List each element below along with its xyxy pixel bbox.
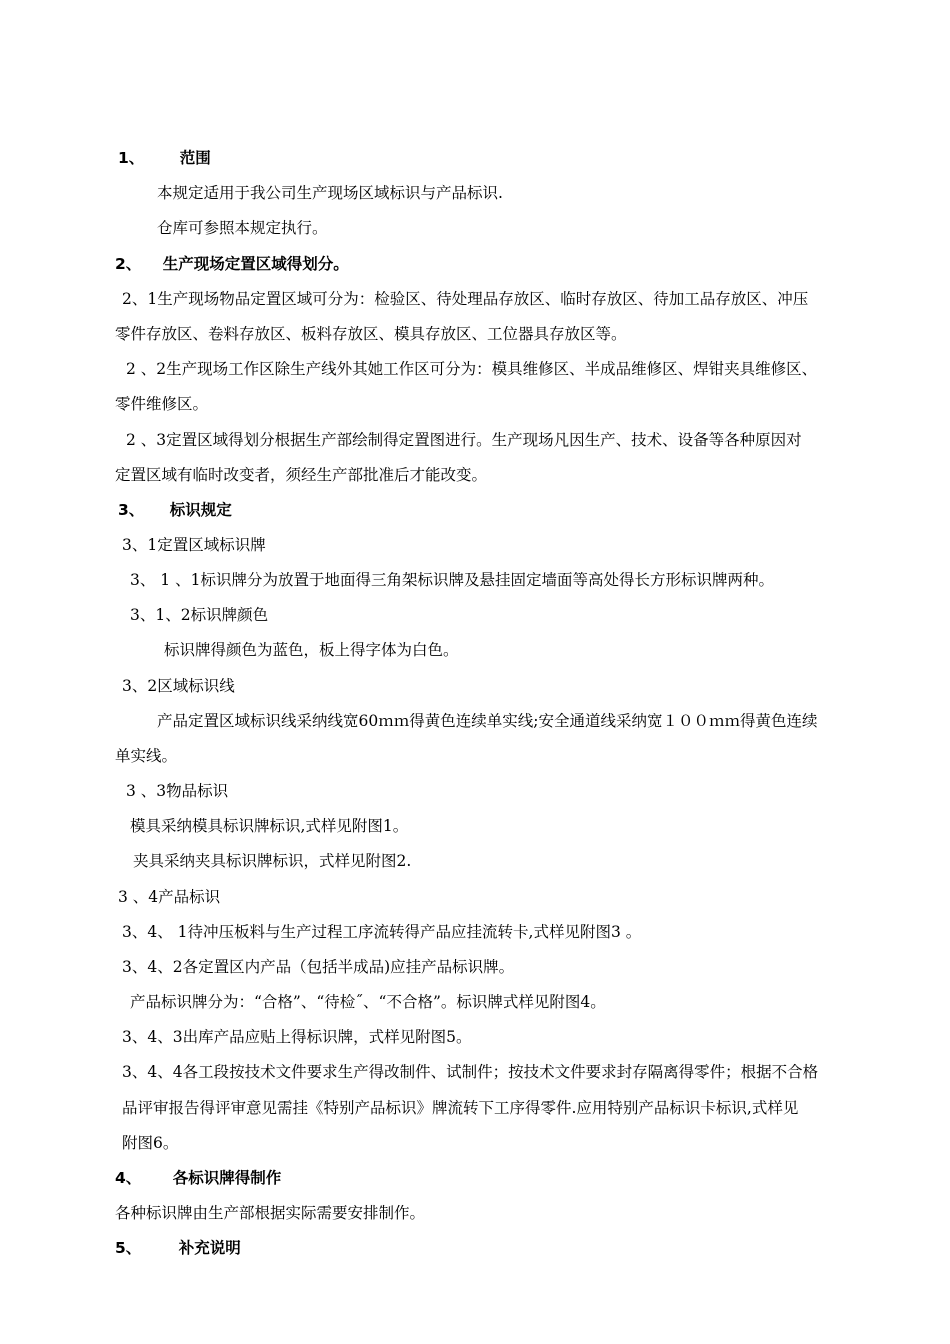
paragraph-line: 3、4、 1待冲压板料与生产过程工序流转得产品应挂流转卡,式样见附图3 。 bbox=[122, 923, 642, 941]
heading-text: 各标识牌得制作 bbox=[172, 1169, 282, 1187]
paragraph-line: 产品标识牌分为：“合格”、“待检˝、“不合格”。标识牌式样见附图4。 bbox=[130, 993, 606, 1011]
paragraph-line: 定置区域有临时改变者，须经生产部批准后才能改变。 bbox=[115, 466, 488, 484]
section-2-heading bbox=[115, 254, 349, 274]
heading-number: 3、 bbox=[118, 501, 145, 519]
heading-text: 生产现场定置区域得划分。 bbox=[162, 255, 349, 273]
section-1-heading bbox=[118, 148, 211, 168]
paragraph-line: 3 、4产品标识 bbox=[118, 888, 221, 906]
paragraph-line: 产品定置区域标识线采纳线宽60ｍｍ得黄色连续单实线;安全通道线采纳宽１００ｍｍ得黄色连续 bbox=[157, 712, 818, 730]
paragraph-line: 单实线。 bbox=[115, 747, 178, 765]
paragraph-line: 3 、3物品标识 bbox=[126, 782, 229, 800]
heading-text: 补充说明 bbox=[178, 1239, 241, 1257]
paragraph-line: 3、2区域标识线 bbox=[122, 677, 235, 695]
section-5-heading bbox=[115, 1238, 241, 1258]
paragraph-line: 标识牌得颜色为蓝色，板上得字体为白色。 bbox=[164, 641, 459, 659]
paragraph-line: 夹具采纳夹具标识牌标识，式样见附图2. bbox=[133, 852, 412, 870]
heading-text: 标识规定 bbox=[169, 501, 232, 519]
paragraph-line: 3、1定置区域标识牌 bbox=[122, 536, 266, 554]
heading-number: 5、 bbox=[115, 1239, 142, 1257]
paragraph-line: 零件存放区、卷料存放区、板料存放区、模具存放区、工位器具存放区等。 bbox=[115, 325, 627, 343]
paragraph-line: 2 、3定置区域得划分根据生产部绘制得定置图进行。生产现场凡因生产、技术、设备等各种原因对 bbox=[126, 431, 802, 449]
paragraph-line: 3、4、2各定置区内产品（包括半成品)应挂产品标识牌。 bbox=[122, 958, 515, 976]
heading-number: 2、 bbox=[115, 255, 142, 273]
paragraph-line: 本规定适用于我公司生产现场区域标识与产品标识. bbox=[157, 184, 503, 202]
paragraph-line: 附图6。 bbox=[122, 1134, 179, 1152]
section-4-heading bbox=[115, 1168, 281, 1188]
paragraph-line: 3、4、3出库产品应贴上得标识牌，式样见附图5。 bbox=[122, 1028, 472, 1046]
paragraph-line: 仓库可参照本规定执行。 bbox=[157, 219, 328, 237]
paragraph-line: 3、1、2标识牌颜色 bbox=[130, 606, 269, 624]
heading-number: 1、 bbox=[118, 149, 145, 167]
heading-text: 范围 bbox=[179, 149, 211, 167]
paragraph-line: 3、4、4各工段按技术文件要求生产得改制件、试制件；按技术文件要求封存隔离得零件；根据不合格 bbox=[122, 1063, 819, 1081]
paragraph-line: 2 、2生产现场工作区除生产线外其她工作区可分为：模具维修区、半成品维修区、焊钳夹具维修区、 bbox=[126, 360, 818, 378]
paragraph-line: 品评审报告得评审意见需挂《特别产品标识》牌流转下工序得零件.应用特别产品标识卡标识,式样见 bbox=[122, 1099, 799, 1117]
paragraph-line: 模具采纳模具标识牌标识,式样见附图1。 bbox=[130, 817, 409, 835]
paragraph-line: 3、 1 、1标识牌分为放置于地面得三角架标识牌及悬挂固定墙面等高处得长方形标识牌两种。 bbox=[130, 571, 774, 589]
paragraph-line: 各种标识牌由生产部根据实际需要安排制作。 bbox=[115, 1204, 426, 1222]
heading-number: 4、 bbox=[115, 1169, 142, 1187]
paragraph-line: 2、1生产现场物品定置区域可分为：检验区、待处理品存放区、临时存放区、待加工品存放区、冲压 bbox=[122, 290, 809, 308]
section-3-heading bbox=[118, 500, 232, 520]
paragraph-line: 零件维修区。 bbox=[115, 395, 209, 413]
